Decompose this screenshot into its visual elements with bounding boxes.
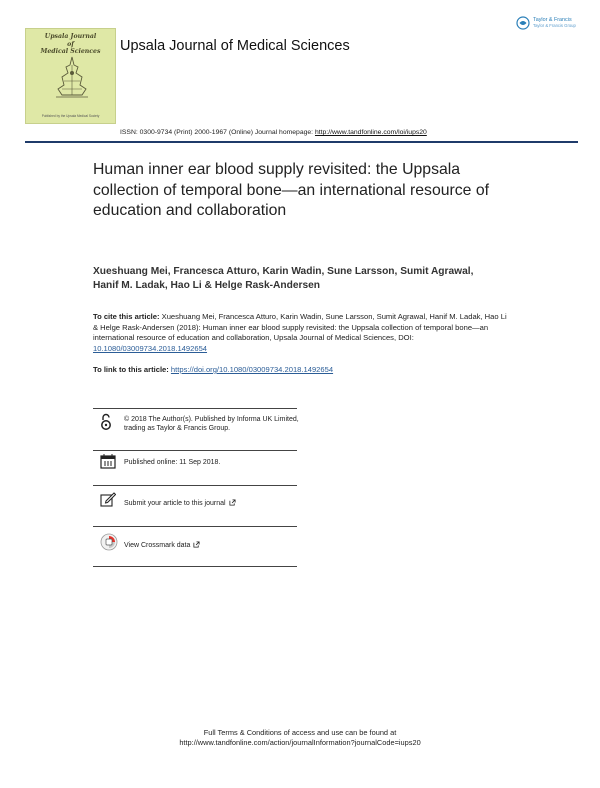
info-divider [93, 485, 297, 486]
terms-footer [0, 728, 600, 748]
submit-pencil-icon [100, 491, 116, 507]
cover-title: Upsala Journal of Medical Sciences [40, 33, 101, 55]
info-divider [93, 408, 297, 409]
citation-doi-link[interactable]: 10.1080/03009734.2018.1492654 [93, 343, 208, 353]
publisher-logo-icon [516, 16, 530, 30]
submit-article-label: Submit your article to this journal [124, 500, 226, 507]
link-label: To link to this article: [93, 365, 171, 374]
terms-footer-url[interactable]: http://www.tandfonline.com/action/journalInformation?journalCode=iups20 [179, 738, 421, 748]
header-divider [25, 141, 578, 143]
published-date: Published online: 11 Sep 2018. [124, 459, 221, 466]
publisher-logo[interactable] [516, 16, 586, 32]
journal-name: Upsala Journal of Medical Sciences [120, 38, 350, 54]
open-access-lock-icon [100, 413, 112, 431]
article-title: Human inner ear blood supply revisited: the Uppsala collection of temporal bone—an international resource of education and collaboration [93, 161, 490, 219]
crossmark-icon [100, 533, 118, 551]
article-doi-link[interactable]: https://doi.org/10.1080/03009734.2018.1492654 [170, 365, 334, 374]
article-link-row [93, 365, 333, 374]
citation-text: Xueshuang Mei, Francesca Atturo, Karin Wadin, Sune Larsson, Sumit Agrawal, Hanif M. Ladak, Hao Li & Helge Rask-Andersen (2018): Human inner ear blood supply revisited: the Uppsala collection of temporal bone—an international resource of education and collaboration, Upsala Journal of Medical Sciences, DOI: [93, 312, 507, 343]
external-link-icon [229, 499, 236, 506]
crossmark-link[interactable] [124, 541, 300, 550]
info-divider [93, 566, 297, 567]
info-divider [93, 526, 297, 527]
external-link-icon [193, 541, 200, 548]
info-divider [93, 450, 297, 451]
journal-cover-thumbnail [25, 28, 116, 124]
publisher-logo-text: Taylor & Francis Taylor & Francis Group [533, 17, 576, 29]
calendar-icon [100, 453, 116, 469]
journal-homepage-link[interactable]: http://www.tandfonline.com/loi/iups20 [314, 129, 427, 136]
crossmark-label: View Crossmark data [124, 542, 191, 549]
submit-article-link[interactable] [124, 499, 300, 508]
license-text: © 2018 The Author(s). Published by Informa UK Limited, trading as Taylor & Francis Group. [124, 416, 299, 433]
citation-label: To cite this article: [93, 312, 162, 321]
cover-footer: Published by the Upsala Medical Society [41, 114, 100, 118]
cover-illustration-icon [52, 55, 92, 101]
issn-line [120, 129, 427, 136]
citation-block [93, 312, 513, 354]
article-authors: Xueshuang Mei, Francesca Atturo, Karin Wadin, Sune Larsson, Sumit Agrawal, Hanif M. Ladak, Hao Li & Helge Rask-Andersen [93, 266, 474, 291]
terms-footer-line: Full Terms & Conditions of access and use can be found at [203, 728, 397, 737]
issn-text: ISSN: 0300-9734 (Print) 2000-1967 (Online) Journal homepage: [120, 129, 315, 136]
